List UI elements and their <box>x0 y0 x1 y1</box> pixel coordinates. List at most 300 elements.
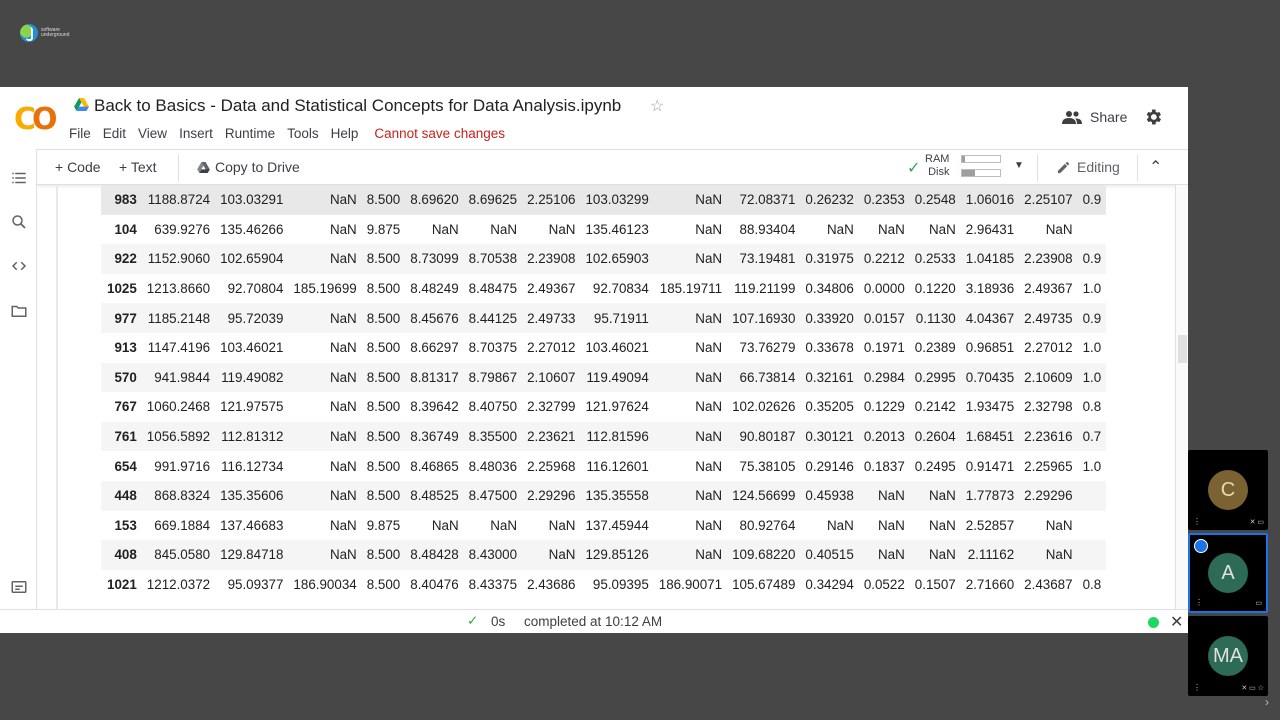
notebook-toolbar <box>37 149 1188 185</box>
table-cell: 92.70804 <box>227 281 284 297</box>
table-cell: 102.65903 <box>580 244 653 274</box>
scrollbar-thumb[interactable] <box>1178 335 1187 363</box>
row-index: 977 <box>101 303 142 333</box>
table-cell: 2.49733 <box>522 303 580 333</box>
table-cell: 8.69620 <box>405 185 463 215</box>
table-cell: 2.43686 <box>527 577 576 593</box>
table-cell: 0.45938 <box>800 481 858 511</box>
menu-tools[interactable]: Tools <box>287 126 319 141</box>
menu-runtime[interactable]: Runtime <box>224 126 276 141</box>
table-cell: 0.33920 <box>800 303 858 333</box>
table-cell: 8.45676 <box>405 303 463 333</box>
table-cell: 8.500 <box>366 399 401 415</box>
table-cell: 1.0 <box>1078 363 1107 393</box>
table-cell: 0.1229 <box>863 399 905 415</box>
table-cell: 8.48475 <box>468 281 518 297</box>
table-cell: 80.92764 <box>739 517 796 533</box>
table-cell: 2.25968 <box>527 458 576 474</box>
table-cell: NaN <box>522 540 580 570</box>
table-cell: 2.25107 <box>1019 185 1077 215</box>
table-cell: 116.12601 <box>586 458 649 474</box>
presenting-screen-icon: ▭ <box>1255 600 1262 607</box>
table-cell: 1.0 <box>1082 458 1102 474</box>
table-cell: 8.40476 <box>410 577 459 593</box>
table-cell: 0.2495 <box>914 458 956 474</box>
speaking-indicator-icon <box>1194 539 1208 553</box>
editing-mode-button[interactable] <box>1056 159 1120 175</box>
table-cell: NaN <box>654 303 727 333</box>
add-text-button[interactable]: + Text <box>119 159 157 175</box>
code-snippets-icon[interactable] <box>10 257 28 275</box>
table-cell: NaN <box>654 540 727 570</box>
table-cell: 0.9 <box>1078 185 1107 215</box>
table-cell: NaN <box>288 185 361 215</box>
resource-monitor[interactable] <box>925 153 949 179</box>
table-cell: 2.23621 <box>522 422 580 452</box>
menu-bar <box>69 126 517 141</box>
table-cell: NaN <box>910 540 961 570</box>
table-cell: 8.70538 <box>464 244 522 274</box>
table-cell: 1213.8660 <box>146 281 211 297</box>
table-cell: 0.33678 <box>805 340 854 356</box>
table-cell: 1056.5892 <box>142 422 215 452</box>
table-cell: 2.43687 <box>1024 577 1073 593</box>
table-cell: 8.43000 <box>464 540 522 570</box>
more-options-icon[interactable]: ⋮ <box>1193 683 1201 692</box>
menu-file[interactable]: File <box>69 126 91 141</box>
pencil-icon <box>1056 160 1071 175</box>
table-cell: NaN <box>329 517 357 533</box>
chevron-right-icon[interactable]: › <box>1265 695 1269 709</box>
table-cell: 2.10607 <box>522 363 580 393</box>
table-cell: 2.52857 <box>965 517 1015 533</box>
table-cell: 90.80187 <box>727 422 800 452</box>
table-cell: 2.27012 <box>527 340 576 356</box>
table-cell: 2.23908 <box>1019 244 1077 274</box>
row-index: 153 <box>114 517 137 533</box>
row-index: 983 <box>101 185 142 215</box>
table-cell: NaN <box>288 303 361 333</box>
left-sidebar <box>0 149 37 609</box>
table-cell: 129.84718 <box>215 540 288 570</box>
table-cell: NaN <box>1045 517 1073 533</box>
table-cell: 112.81312 <box>215 422 288 452</box>
table-cell: 2.11162 <box>961 540 1019 570</box>
table-cell: 1.93475 <box>965 399 1015 415</box>
table-cell: 8.43375 <box>468 577 518 593</box>
table-cell: 0.8 <box>1082 577 1102 593</box>
presenter-logo <box>20 24 69 42</box>
row-index: 767 <box>114 399 137 415</box>
table-cell: 2.25965 <box>1024 458 1073 474</box>
table-cell: NaN <box>654 481 727 511</box>
table-cell: 0.1130 <box>910 303 961 333</box>
table-cell: 9.875 <box>366 221 401 237</box>
table-row <box>101 244 1106 274</box>
table-cell: 0.2604 <box>910 422 961 452</box>
menu-help[interactable]: Help <box>330 126 359 141</box>
row-index: 104 <box>114 221 137 237</box>
copy-to-drive-button[interactable] <box>197 159 300 175</box>
table-cell: 1.0 <box>1082 340 1102 356</box>
table-cell: 95.09377 <box>227 577 284 593</box>
notebook-title[interactable]: Back to Basics - Data and Statistical Concepts for Data Analysis.ipynb <box>94 96 622 115</box>
execution-duration: 0s <box>491 614 506 629</box>
folder-icon[interactable] <box>10 302 28 320</box>
table-cell: NaN <box>877 517 905 533</box>
table-cell: 0.8 <box>1082 399 1102 415</box>
table-cell: 102.65904 <box>215 244 288 274</box>
table-cell <box>1078 511 1107 541</box>
menu-view[interactable]: View <box>138 126 168 141</box>
table-cell: 1.06016 <box>961 185 1019 215</box>
muted-camera-off-icon: ✕ ▭ <box>1249 519 1264 526</box>
table-cell: 0.1971 <box>863 340 905 356</box>
table-cell: 0.40515 <box>800 540 858 570</box>
table-cell: 1060.2468 <box>146 399 211 415</box>
table-cell: 112.81596 <box>580 422 653 452</box>
connected-check-icon: ✓ <box>907 160 921 177</box>
table-cell: 0.2013 <box>859 422 910 452</box>
colab-header <box>0 87 1188 149</box>
table-cell: 103.46021 <box>585 340 649 356</box>
table-cell: 0.0157 <box>859 303 910 333</box>
table-cell: NaN <box>329 340 357 356</box>
table-cell: 2.49367 <box>1024 281 1073 297</box>
table-cell: NaN <box>431 517 459 533</box>
table-cell: 119.21199 <box>734 281 796 297</box>
table-cell: 8.69625 <box>464 185 522 215</box>
table-row <box>101 451 1106 481</box>
table-row <box>101 422 1106 452</box>
table-cell: 135.46266 <box>220 221 284 237</box>
terminal-icon[interactable] <box>10 578 28 596</box>
table-cell: 72.08371 <box>727 185 800 215</box>
table-row <box>101 392 1106 422</box>
more-options-icon[interactable]: ⋮ <box>1195 598 1203 607</box>
table-cell: NaN <box>329 399 357 415</box>
table-cell: 8.500 <box>362 363 406 393</box>
table-cell: 8.500 <box>362 481 406 511</box>
table-cell: NaN <box>695 399 723 415</box>
table-cell: NaN <box>695 458 723 474</box>
table-cell: 119.49082 <box>215 363 288 393</box>
table-cell: NaN <box>1019 540 1077 570</box>
table-cell: 116.12734 <box>221 458 284 474</box>
table-cell: 8.500 <box>362 244 406 274</box>
table-cell: 868.8324 <box>142 481 215 511</box>
table-cell: NaN <box>910 481 961 511</box>
table-cell: NaN <box>654 244 727 274</box>
table-cell: NaN <box>695 340 723 356</box>
table-cell: NaN <box>859 481 910 511</box>
table-cell: 186.90034 <box>293 577 357 593</box>
table-cell: NaN <box>859 540 910 570</box>
table-cell: 0.7 <box>1078 422 1107 452</box>
collapse-header-icon[interactable]: ⌃ <box>1149 159 1163 176</box>
table-cell <box>1078 540 1107 570</box>
row-index: 654 <box>114 458 137 474</box>
table-cell: 103.03291 <box>215 185 288 215</box>
table-cell: 0.2389 <box>914 340 956 356</box>
row-index: 1025 <box>107 281 137 297</box>
row-index: 761 <box>101 422 142 452</box>
cannot-save-warning[interactable]: Cannot save changes <box>374 126 505 141</box>
disk-label: Disk <box>928 166 950 178</box>
table-cell: NaN <box>490 517 518 533</box>
table-cell: NaN <box>288 244 361 274</box>
colab-window <box>0 87 1188 633</box>
colab-logo[interactable]: CO <box>14 102 54 137</box>
google-drive-icon <box>74 98 89 111</box>
table-row <box>101 363 1106 393</box>
table-cell: 135.35558 <box>580 481 653 511</box>
table-cell: 135.35606 <box>215 481 288 511</box>
table-cell: NaN <box>548 517 576 533</box>
close-status-icon[interactable]: ✕ <box>1170 614 1184 631</box>
connected-indicator-icon <box>1148 617 1159 628</box>
row-index: 570 <box>101 363 142 393</box>
table-cell: NaN <box>329 458 357 474</box>
table-cell: 8.500 <box>366 281 401 297</box>
table-cell: 119.49094 <box>580 363 653 393</box>
table-cell <box>1078 215 1107 245</box>
table-cell: 109.68220 <box>727 540 800 570</box>
table-cell: 8.500 <box>362 185 406 215</box>
row-index: 408 <box>101 540 142 570</box>
muted-camera-off-icon: ✕ ▭ ☆ <box>1241 685 1264 692</box>
table-cell: 1147.4196 <box>147 340 211 356</box>
table-cell: 1.68451 <box>961 422 1019 452</box>
table-cell: 2.32798 <box>1024 399 1073 415</box>
table-cell: 8.40750 <box>468 399 518 415</box>
table-cell: 0.35205 <box>805 399 854 415</box>
table-cell: 105.67489 <box>732 577 796 593</box>
table-cell: 8.48525 <box>405 481 463 511</box>
table-cell: 135.46123 <box>585 221 649 237</box>
toolbar-divider <box>1137 155 1138 181</box>
table-row <box>101 570 1106 600</box>
table-cell: 103.03299 <box>580 185 653 215</box>
table-cell: 8.73099 <box>405 244 463 274</box>
table-cell: 2.49735 <box>1019 303 1077 333</box>
table-cell: 8.70375 <box>468 340 518 356</box>
table-cell: 0.32161 <box>800 363 858 393</box>
table-row <box>101 185 1106 215</box>
table-cell: 8.500 <box>362 303 406 333</box>
table-cell: NaN <box>329 221 357 237</box>
table-cell: 669.1884 <box>154 517 211 533</box>
table-cell: NaN <box>877 221 905 237</box>
copy-to-drive-label: Copy to Drive <box>215 159 300 175</box>
table-cell: 95.71911 <box>580 303 653 333</box>
avatar: MA <box>1208 636 1248 676</box>
table-cell: NaN <box>431 221 459 237</box>
table-cell: 639.9276 <box>154 221 211 237</box>
table-cell: 2.29296 <box>522 481 580 511</box>
more-options-icon[interactable]: ⋮ <box>1193 517 1201 526</box>
table-cell: 1.77873 <box>961 481 1019 511</box>
table-cell: 129.85126 <box>580 540 653 570</box>
table-cell: 8.500 <box>366 577 401 593</box>
toolbar-divider <box>1037 155 1038 181</box>
table-cell: 1185.2148 <box>142 303 215 333</box>
table-cell: NaN <box>695 517 723 533</box>
table-cell <box>1078 481 1107 511</box>
table-cell: 941.9844 <box>142 363 215 393</box>
table-cell: 0.70435 <box>961 363 1019 393</box>
table-cell: 121.97624 <box>585 399 649 415</box>
table-cell: 8.48428 <box>405 540 463 570</box>
avatar: C <box>1208 470 1248 510</box>
table-cell: NaN <box>1045 221 1073 237</box>
dataframe-table <box>101 185 1106 599</box>
menu-insert[interactable]: Insert <box>179 126 213 141</box>
table-cell: 2.23908 <box>522 244 580 274</box>
table-cell: 124.56699 <box>727 481 800 511</box>
table-cell: 0.2548 <box>910 185 961 215</box>
table-cell: 2.27012 <box>1024 340 1073 356</box>
settings-gear-icon[interactable] <box>1143 107 1163 127</box>
table-cell: 1.04185 <box>961 244 1019 274</box>
table-cell: 137.45944 <box>585 517 649 533</box>
table-cell: 0.1507 <box>914 577 956 593</box>
table-cell: 8.500 <box>366 458 401 474</box>
participant-tile-ma[interactable] <box>1188 616 1268 696</box>
table-cell: NaN <box>288 540 361 570</box>
table-cell: NaN <box>695 221 723 237</box>
table-cell: 73.76279 <box>739 340 796 356</box>
search-icon[interactable] <box>10 213 28 231</box>
participant-tile-c[interactable] <box>1188 450 1268 530</box>
share-button[interactable] <box>1062 109 1127 125</box>
execution-status: completed at 10:12 AM <box>524 614 663 629</box>
toc-icon[interactable] <box>10 169 28 187</box>
table-cell: 0.1837 <box>863 458 905 474</box>
cell-gutter <box>56 185 58 609</box>
table-cell: 75.38105 <box>739 458 796 474</box>
disk-usage-bar <box>961 169 1001 177</box>
table-cell: 0.9 <box>1078 303 1107 333</box>
table-cell: 0.29146 <box>805 458 854 474</box>
table-cell: NaN <box>654 185 727 215</box>
software-underground-logo-icon <box>20 24 38 42</box>
table-cell: 8.81317 <box>405 363 463 393</box>
table-cell: 0.1220 <box>914 281 956 297</box>
participant-tile-a[interactable] <box>1188 533 1268 613</box>
table-cell: NaN <box>288 363 361 393</box>
row-index: 1021 <box>107 577 137 593</box>
table-row <box>101 333 1106 363</box>
table-cell: 0.96851 <box>965 340 1015 356</box>
table-cell: 8.36749 <box>405 422 463 452</box>
table-cell: NaN <box>928 517 956 533</box>
table-cell: NaN <box>827 221 854 237</box>
table-cell: 0.2353 <box>859 185 910 215</box>
resources-dropdown-icon[interactable]: ▼ <box>1014 160 1024 171</box>
table-cell: 0.2533 <box>910 244 961 274</box>
table-cell: 88.93404 <box>739 221 796 237</box>
table-cell: 0.34294 <box>805 577 854 593</box>
table-cell: NaN <box>490 221 518 237</box>
table-cell: 8.79867 <box>464 363 522 393</box>
table-cell: 0.31975 <box>800 244 858 274</box>
table-cell: 8.500 <box>362 422 406 452</box>
table-cell: 2.23616 <box>1019 422 1077 452</box>
row-index: 448 <box>101 481 142 511</box>
table-cell: 0.0000 <box>863 281 905 297</box>
table-cell: NaN <box>654 363 727 393</box>
table-cell: 102.02626 <box>732 399 796 415</box>
table-cell: 0.2142 <box>914 399 956 415</box>
table-cell: 2.49367 <box>527 281 576 297</box>
table-cell: 0.2984 <box>859 363 910 393</box>
table-row <box>101 511 1106 541</box>
table-cell: 8.66297 <box>410 340 459 356</box>
table-cell: 186.90071 <box>658 577 723 593</box>
table-cell: 92.70834 <box>592 281 649 297</box>
table-cell: 0.91471 <box>965 458 1015 474</box>
table-cell: 2.10609 <box>1019 363 1077 393</box>
table-cell: 8.500 <box>362 540 406 570</box>
table-cell: 0.30121 <box>800 422 858 452</box>
table-cell: 0.0522 <box>863 577 905 593</box>
table-cell: NaN <box>654 422 727 452</box>
table-cell: 0.2995 <box>910 363 961 393</box>
table-row <box>101 274 1106 304</box>
star-icon[interactable]: ☆ <box>650 98 665 115</box>
table-cell: 845.0580 <box>142 540 215 570</box>
table-row <box>101 215 1106 245</box>
table-cell: 185.19699 <box>293 281 357 297</box>
meet-participants <box>1188 450 1268 699</box>
table-cell: 0.34806 <box>805 281 854 297</box>
table-cell: 8.500 <box>366 340 401 356</box>
output-scrollbar[interactable] <box>1175 185 1188 609</box>
dataframe-output <box>101 185 1173 609</box>
table-cell: 8.44125 <box>464 303 522 333</box>
table-cell: 8.35500 <box>464 422 522 452</box>
row-index: 922 <box>101 244 142 274</box>
table-cell: NaN <box>288 422 361 452</box>
table-cell: NaN <box>928 221 956 237</box>
table-cell: 2.96431 <box>965 221 1015 237</box>
add-code-button[interactable]: + Code <box>55 159 101 175</box>
avatar: A <box>1208 553 1248 593</box>
table-cell: NaN <box>288 481 361 511</box>
table-row <box>101 303 1106 333</box>
toolbar-divider <box>178 155 179 181</box>
table-cell: 3.18936 <box>965 281 1015 297</box>
menu-edit[interactable]: Edit <box>102 126 127 141</box>
table-cell: 2.32799 <box>527 399 576 415</box>
logo-text-line1: software <box>41 27 60 33</box>
row-index: 913 <box>114 340 137 356</box>
table-cell: 137.46683 <box>220 517 284 533</box>
table-cell: 2.25106 <box>522 185 580 215</box>
table-cell: 2.29296 <box>1019 481 1077 511</box>
table-cell: 121.97575 <box>220 399 284 415</box>
table-cell: 0.9 <box>1078 244 1107 274</box>
table-cell: 8.39642 <box>410 399 459 415</box>
table-cell: 8.48249 <box>410 281 459 297</box>
ram-usage-bar <box>961 155 1001 163</box>
table-cell: 1188.8724 <box>142 185 215 215</box>
drive-icon <box>197 162 210 173</box>
table-cell: 1212.0372 <box>146 577 211 593</box>
table-cell: 73.19481 <box>727 244 800 274</box>
table-cell: 991.9716 <box>154 458 211 474</box>
